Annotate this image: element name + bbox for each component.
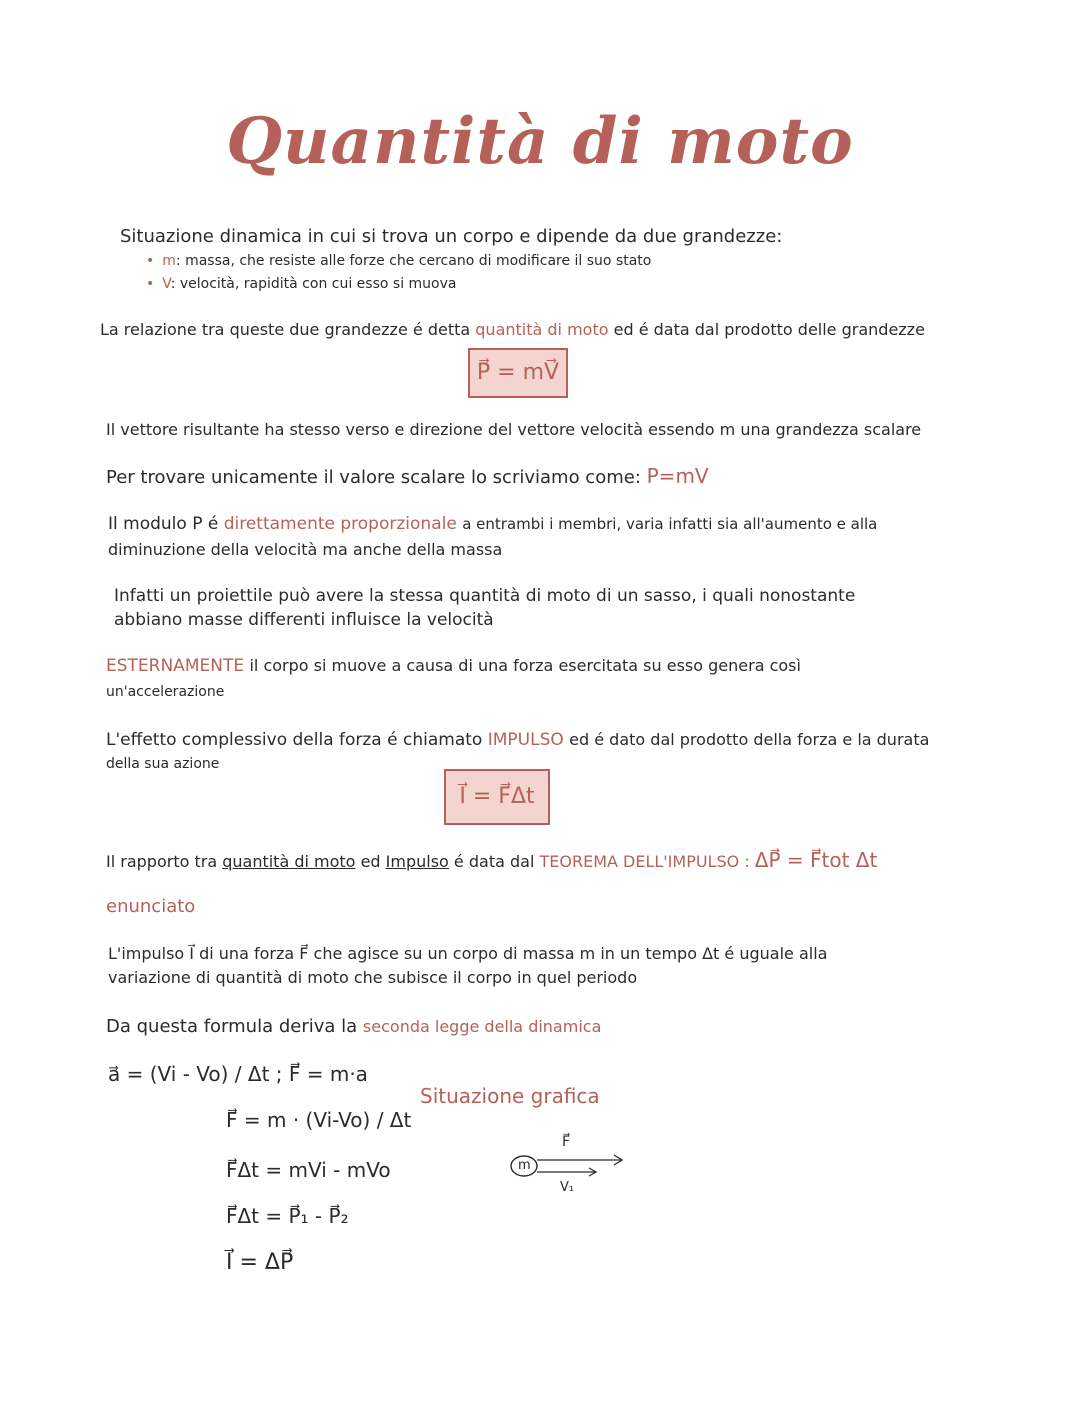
intro-line: Situazione dinamica in cui si trova un corpo e dipende da due grandezze: [120,226,783,247]
derivation-line4: F⃗Δt = P⃗₁ - P⃗₂ [226,1204,349,1228]
statement-line2: variazione di quantità di moto che subisce il corpo in quel periodo [108,968,638,987]
statement-line1: L'impulso I⃗ di una forza F⃗ che agisce su un corpo di massa m in un tempo Δt é uguale alla [108,944,828,963]
theorem-momentum: quantità di moto [222,852,356,871]
theorem-before: Il rapporto tra [106,852,218,871]
example-line1: Infatti un proiettile può avere la stessa quantità di moto di un sasso, i quali nonostante [114,586,856,606]
external-line2: un'accelerazione [106,684,225,700]
enunciato-label: enunciato [106,896,196,917]
scalar-line [106,464,709,488]
impulse-before: L'effetto complessivo della forza é chiamato [106,730,483,750]
impulse-highlight: IMPULSO [487,730,564,750]
theorem-impulse: Impulso [385,852,449,871]
velocity-symbol: V [162,276,171,292]
external-text: il corpo si muove a causa di una forza esercitata su esso genera così [249,656,801,675]
formula-i-box: I⃗ = F⃗Δt [444,769,550,825]
derivation-line5: I⃗ = ΔP⃗ [226,1250,294,1275]
external-line1 [106,656,801,676]
relation-after: ed é data dal prodotto delle grandezze [613,320,925,339]
bullet-velocity [146,276,456,292]
derivation-line2: F⃗ = m · (Vi-Vo) / Δt [226,1108,412,1132]
modulo-rest: a entrambi i membri, varia infatti sia all'aumento e alla [462,515,878,533]
relation-line [100,320,925,339]
example-line2: abbiano masse differenti influisce la velocità [114,610,494,630]
graphic-force-label: F⃗ [562,1134,571,1150]
relation-highlight: quantità di moto [475,320,609,339]
external-highlight: ESTERNAMENTE [106,656,245,676]
modulo-highlight: direttamente proporzionale [223,514,457,534]
theorem-mid: ed [360,852,381,871]
bullet-mass [146,253,651,269]
bullet-dot-icon: • [146,253,155,269]
second-law-line [106,1016,601,1037]
theorem-line [106,848,877,872]
second-law-highlight: seconda legge della dinamica [362,1017,602,1036]
scalar-text: Per trovare unicamente il valore scalare lo scriviamo come: [106,467,641,488]
graphic-title: Situazione grafica [420,1084,600,1108]
impulse-line2: della sua azione [106,756,220,772]
theorem-formula: ΔP⃗ = F⃗tot Δt [754,848,878,872]
graphic-velocity-label: V₁ [560,1180,575,1195]
second-law-before: Da questa formula deriva la [106,1016,358,1037]
velocity-description: : velocità, rapidità con cui esso si muova [170,276,457,292]
scalar-formula: P=mV [646,464,709,488]
modulo-start: Il modulo P é [108,514,219,534]
theorem-name: TEOREMA DELL'IMPULSO : [539,852,750,871]
mass-description: : massa, che resiste alle forze che cercano di modificare il suo stato [175,253,652,269]
derivation-line1: a⃗ = (Vi - Vo) / Δt ; F⃗ = m·a [108,1062,368,1086]
relation-before: La relazione tra queste due grandezze é detta [100,320,471,339]
impulse-after: ed é dato dal prodotto della forza e la durata [569,730,930,749]
page-title: Quantità di moto [226,104,854,179]
modulo-line1 [108,514,877,534]
mass-symbol: m [162,253,176,269]
modulo-line2: diminuzione della velocità ma anche della massa [108,540,503,559]
impulse-line1 [106,730,929,750]
formula-p-box: P⃗ = mV⃗ [468,348,568,398]
bullet-dot-icon: • [146,276,155,292]
graphic-mass-label: m [518,1158,531,1173]
derivation-line3: F⃗Δt = mVi - mVo [226,1158,391,1182]
theorem-after: é data dal [453,852,535,871]
vector-line: Il vettore risultante ha stesso verso e direzione del vettore velocità essendo m una grandezza scalare [106,420,922,439]
